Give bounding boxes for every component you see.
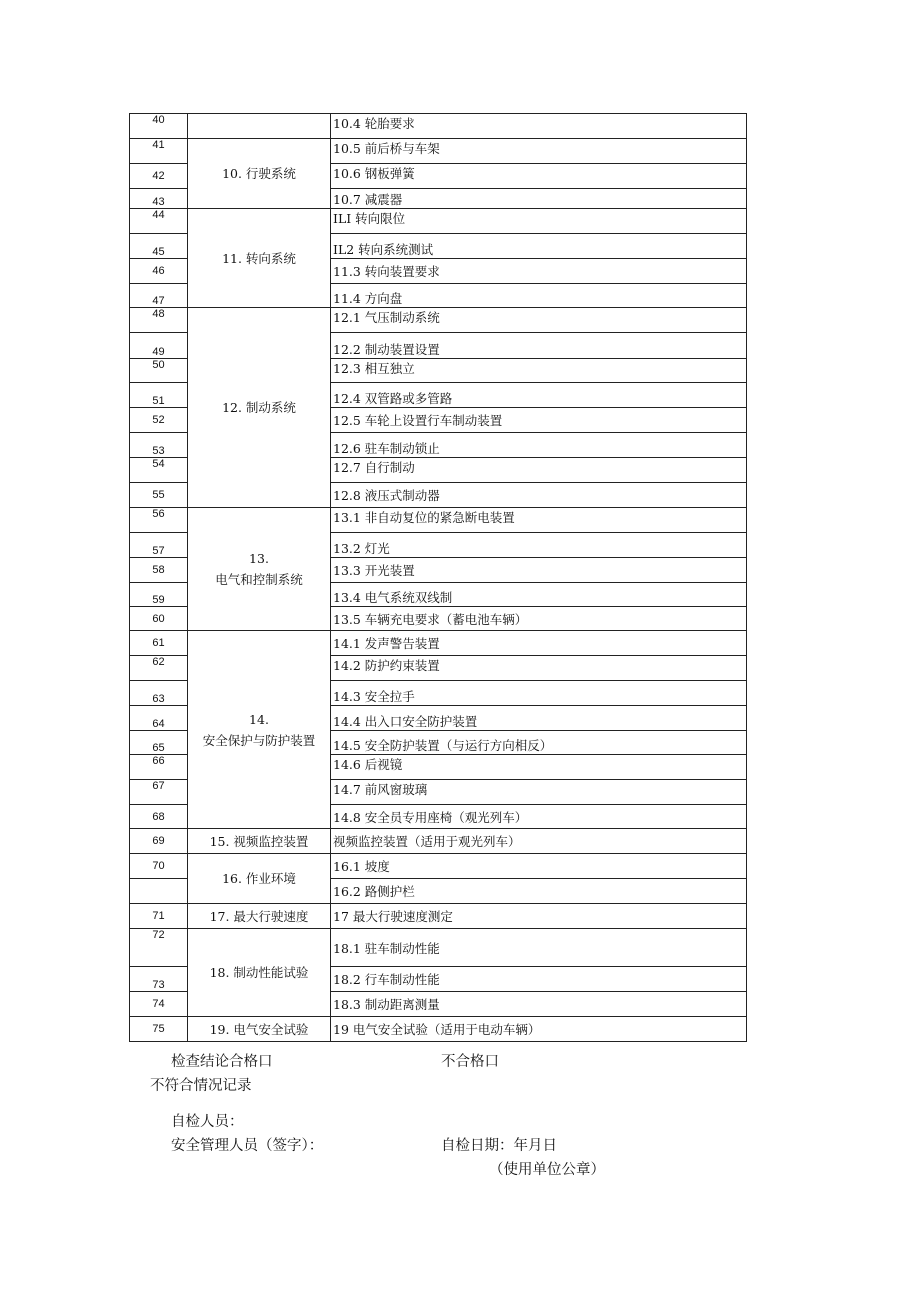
inspection-item-cell: 14.7 前风窗玻璃 <box>331 780 747 805</box>
category-label: 安全保护与防护装置 <box>202 732 316 748</box>
conclusion-fail-label: 不合格口 <box>441 1054 499 1070</box>
inspection-item-cell: 19 电气安全试验（适用于电动车辆） <box>331 1017 747 1042</box>
inspection-item-cell: 14.1 发声警告装置 <box>331 631 747 656</box>
table-row <box>130 308 747 333</box>
inspection-item-cell: 18.1 驻车制动性能 <box>331 929 747 967</box>
row-number-cell: 45 <box>130 234 188 259</box>
row-number-cell: 65 <box>130 731 188 755</box>
inspection-item-cell: 14.4 出入口安全防护装置 <box>331 706 747 731</box>
row-number-cell: 54 <box>130 458 188 483</box>
row-number-cell: 56 <box>130 508 188 533</box>
row-number-cell: 49 <box>130 333 188 359</box>
table-row <box>130 854 747 879</box>
inspection-item-cell: 12.7 自行制动 <box>331 458 747 483</box>
row-number-cell: 69 <box>130 829 188 854</box>
row-number-cell: 42 <box>130 164 188 189</box>
category-cell <box>188 1017 331 1042</box>
inspection-item-cell: 17 最大行驶速度测定 <box>331 904 747 929</box>
row-number-cell: 58 <box>130 558 188 583</box>
inspection-item-cell: 12.6 驻车制动锁止 <box>331 433 747 458</box>
category-label: 13. <box>249 551 269 566</box>
inspection-item-cell: 14.3 安全拉手 <box>331 681 747 706</box>
inspection-item-cell: 10.5 前后桥与车架 <box>331 139 747 164</box>
table-row <box>130 829 747 854</box>
category-cell <box>188 929 331 1017</box>
row-number-cell: 66 <box>130 755 188 780</box>
row-number-cell: 62 <box>130 656 188 681</box>
table-row <box>130 631 747 656</box>
inspection-item-cell: 12.5 车轮上设置行车制动装置 <box>331 408 747 433</box>
category-cell <box>188 631 331 829</box>
category-label: 电气和控制系统 <box>215 572 303 587</box>
category-label: 17. 最大行驶速度 <box>209 908 309 924</box>
row-number-cell: 63 <box>130 681 188 706</box>
row-number-cell: 53 <box>130 433 188 458</box>
inspection-checklist-table <box>129 113 747 1042</box>
table-row <box>130 1017 747 1042</box>
category-label: 18. 制动性能试验 <box>209 965 309 980</box>
row-number-cell: 68 <box>130 805 188 829</box>
safety-manager-signature-label: 安全管理人员（签字）： <box>171 1138 324 1154</box>
nonconformity-record-label: 不符合情况记录 <box>150 1078 252 1094</box>
inspection-item-cell: 13.5 车辆充电要求（蓄电池车辆） <box>331 607 747 631</box>
inspection-item-cell: 13.2 灯光 <box>331 533 747 558</box>
inspection-date-label: 自检日期：年月日 <box>441 1138 557 1154</box>
inspection-item-cell: 14.5 安全防护装置（与运行方向相反） <box>331 731 747 755</box>
row-number-cell: 71 <box>130 904 188 929</box>
category-cell <box>188 829 331 854</box>
row-number-cell: 51 <box>130 383 188 408</box>
company-seal-label: （使用单位公章） <box>489 1162 605 1178</box>
row-number-cell: 70 <box>130 854 188 879</box>
inspection-item-cell: 11.4 方向盘 <box>331 284 747 308</box>
category-cell <box>188 139 331 209</box>
inspection-item-cell: 12.3 相互独立 <box>331 359 747 383</box>
category-label: 10. 行驶系统 <box>222 166 296 181</box>
category-cell <box>188 904 331 929</box>
row-number-cell: 47 <box>130 284 188 308</box>
inspector-label: 自检人员： <box>171 1114 244 1130</box>
conclusion-pass-label: 检查结论合格口 <box>171 1054 273 1070</box>
inspection-item-cell: 12.1 气压制动系统 <box>331 308 747 333</box>
inspection-item-cell: IL2 转向系统测试 <box>331 234 747 259</box>
inspection-item-cell: 13.4 电气系统双线制 <box>331 583 747 607</box>
category-label: 11. 转向系统 <box>222 250 296 266</box>
row-number-cell: 73 <box>130 967 188 992</box>
row-number-cell <box>130 879 188 904</box>
category-cell <box>188 209 331 308</box>
row-number-cell: 64 <box>130 706 188 731</box>
row-number-cell: 61 <box>130 631 188 656</box>
category-label: 15. 视频监控装置 <box>209 833 309 849</box>
inspection-item-cell: 视频监控装置（适用于观光列车） <box>331 829 747 854</box>
row-number-cell: 48 <box>130 308 188 333</box>
category-label: 16. 作业环境 <box>222 871 296 886</box>
inspection-item-cell: 18.2 行车制动性能 <box>331 967 747 992</box>
row-number-cell: 67 <box>130 780 188 805</box>
category-label: 12. 制动系统 <box>222 400 296 415</box>
inspection-item-cell: 16.1 坡度 <box>331 854 747 879</box>
category-cell <box>188 308 331 508</box>
inspection-item-cell: 14.8 安全员专用座椅（观光列车） <box>331 805 747 829</box>
table-row <box>130 929 747 967</box>
row-number-cell: 44 <box>130 209 188 234</box>
category-cell <box>188 508 331 631</box>
row-number-cell: 55 <box>130 483 188 508</box>
inspection-item-cell: 16.2 路侧护栏 <box>331 879 747 904</box>
inspection-item-cell: 14.6 后视镜 <box>331 755 747 780</box>
row-number-cell: 43 <box>130 189 188 209</box>
inspection-item-cell: 12.4 双管路或多管路 <box>331 383 747 408</box>
inspection-item-cell: 13.1 非自动复位的紧急断电装置 <box>331 508 747 533</box>
row-number-cell: 72 <box>130 929 188 967</box>
table-row <box>130 508 747 533</box>
table-row <box>130 209 747 234</box>
row-number-cell: 41 <box>130 139 188 164</box>
row-number-cell: 75 <box>130 1017 188 1042</box>
inspection-item-cell: 12.2 制动装置设置 <box>331 333 747 359</box>
inspection-item-cell: 18.3 制动距离测量 <box>331 992 747 1017</box>
inspection-item-cell: ILI 转向限位 <box>331 209 747 234</box>
row-number-cell: 57 <box>130 533 188 558</box>
table-row <box>130 139 747 164</box>
inspection-item-cell: 12.8 液压式制动器 <box>331 483 747 508</box>
row-number-cell: 52 <box>130 408 188 433</box>
inspection-item-cell: 10.7 减震器 <box>331 189 747 209</box>
inspection-item-cell: 11.3 转向装置要求 <box>331 259 747 284</box>
row-number-cell: 59 <box>130 583 188 607</box>
checklist-body <box>130 114 747 1042</box>
row-number-cell: 50 <box>130 359 188 383</box>
category-cell <box>188 114 331 139</box>
table-row <box>130 114 747 139</box>
inspection-item-cell: 10.6 钢板弹簧 <box>331 164 747 189</box>
inspection-item-cell: 10.4 轮胎要求 <box>331 114 747 139</box>
inspection-item-cell: 14.2 防护约束装置 <box>331 656 747 681</box>
category-cell <box>188 854 331 904</box>
category-label: 14. <box>249 711 269 727</box>
category-label: 19. 电气安全试验 <box>209 1021 309 1037</box>
row-number-cell: 40 <box>130 114 188 139</box>
row-number-cell: 46 <box>130 259 188 284</box>
row-number-cell: 74 <box>130 992 188 1017</box>
inspection-item-cell: 13.3 开光装置 <box>331 558 747 583</box>
row-number-cell: 60 <box>130 607 188 631</box>
table-row <box>130 904 747 929</box>
